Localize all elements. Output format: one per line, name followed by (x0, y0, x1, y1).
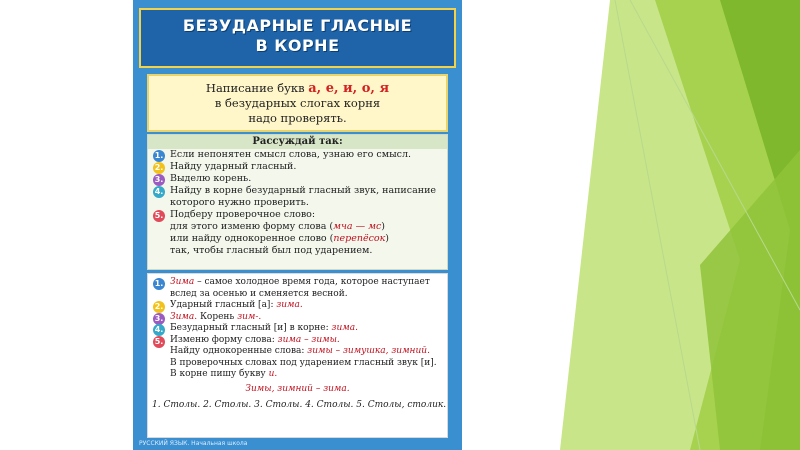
step-item (148, 209, 447, 221)
example8-prefix: В корне пишу букву (170, 369, 269, 379)
example-number: 5. (154, 336, 164, 346)
example-text: – самое холодное время года, которое наступает вслед за осенью и сменяется весной. (170, 277, 430, 299)
poster-title (141, 16, 454, 56)
poster-header (139, 8, 456, 68)
rule-line-3: надо проверять. (248, 111, 347, 125)
steps-header: Рассуждай так: (148, 135, 447, 149)
step5-line2-suffix: ) (381, 221, 386, 232)
example-box (147, 273, 448, 438)
example-line (148, 312, 447, 324)
title-line-1: БЕЗУДАРНЫЕ ГЛАСНЫЕ (182, 16, 413, 35)
poster-footer: РУССКИЙ ЯЗЫК. Начальная школа (139, 440, 248, 447)
rule-line-2: в безударных слогах корня (214, 96, 381, 110)
poster (133, 0, 462, 450)
step-text: Найду ударный гласный. (170, 161, 297, 172)
step-item (148, 185, 447, 209)
step5-line3-prefix: или найду однокоренное слово ( (170, 233, 334, 244)
example-handwritten: зима. (331, 323, 358, 333)
example8-letter: и. (268, 369, 278, 379)
rule-letters: а, е, и, о, я (308, 81, 390, 96)
example-line (148, 277, 447, 300)
example-line-9 (148, 384, 447, 396)
step-number: 5. (154, 211, 164, 220)
example-handwritten: зима – зимы. (277, 334, 340, 345)
step5-line-2 (148, 221, 447, 233)
example-handwritten: зима. (276, 300, 303, 310)
step5-line2-prefix: для этого изменю форму слова ( (170, 221, 334, 232)
example-handwritten: Зима (170, 277, 195, 287)
example-line (148, 335, 447, 347)
example9-handwritten: Зимы, зимний – зима. (245, 383, 350, 394)
step5-line-3 (148, 233, 447, 245)
step5-line2-handwritten: мча — мс (333, 221, 382, 232)
step-number: 4. (154, 187, 164, 196)
example-text: Изменю форму слова: (170, 334, 278, 345)
step-number: 3. (154, 175, 164, 184)
example-line (148, 323, 447, 335)
example-line-8 (148, 369, 447, 381)
example10-text: 1. Столы. 2. Столы. 3. Столы. 4. Столы. 5. Столы, столик. (152, 400, 447, 410)
example-line (148, 300, 447, 312)
rule-prefix: Написание букв (205, 81, 309, 95)
example-text: Безударный гласный [и] в корне: (170, 323, 332, 333)
steps-box (147, 134, 448, 270)
step-text: Выделю корень. (170, 173, 252, 184)
title-line-2: В КОРНЕ (255, 36, 340, 55)
example-line-7: В проверочных словах под ударением гласный звук [и]. (170, 357, 437, 368)
example-text: Корень (197, 311, 238, 322)
example6-prefix: Найду однокоренные слова: (170, 346, 308, 356)
rule-box (147, 74, 448, 132)
example-number: 2. (154, 302, 164, 311)
example-text: Ударный гласный [а]: (170, 300, 277, 310)
example-number: 1. (154, 279, 164, 288)
example-line-10 (148, 400, 447, 412)
step-item (148, 161, 447, 173)
example-handwritten: Зима. (170, 311, 198, 322)
step-text: Подберу проверочное слово: (170, 209, 316, 220)
rule-line-1 (149, 81, 446, 96)
example-number: 3. (154, 313, 164, 323)
step-item (148, 173, 447, 185)
example-number: 4. (154, 325, 164, 334)
step5-line3-suffix: ) (385, 233, 390, 244)
step-number: 2. (154, 163, 164, 172)
step-text: Если непонятен смысл слова, узнаю его смысл. (170, 149, 412, 160)
step5-line3-handwritten: перепёсок (333, 233, 386, 244)
example-handwritten-2: зим-. (237, 311, 262, 322)
example-line-6 (148, 346, 447, 358)
step-number: 1. (154, 151, 164, 160)
step5-line-4: так, чтобы гласный был под ударением. (170, 245, 373, 256)
step-item (148, 149, 447, 161)
step-text: Найду в корне безударный гласный звук, написание которого нужно проверить. (170, 185, 437, 208)
example6-handwritten: зимы – зимушка, зимний. (307, 346, 430, 356)
